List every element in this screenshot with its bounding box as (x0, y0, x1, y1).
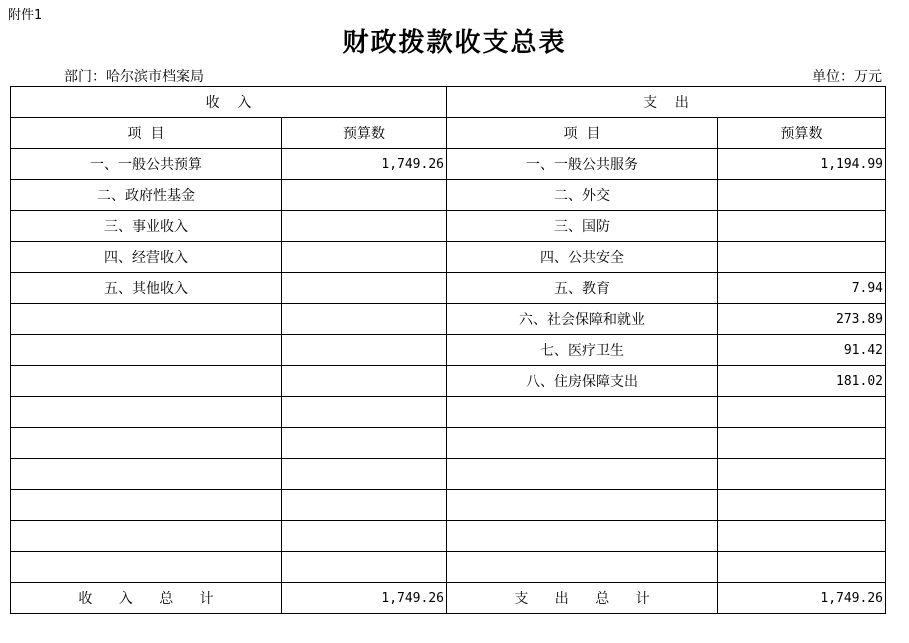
expense-item-cell: 六、社会保障和就业 (447, 304, 718, 335)
expense-value-cell: 273.89 (718, 304, 886, 335)
expense-value-cell (718, 180, 886, 211)
table-row (11, 459, 886, 490)
expense-value-cell (718, 552, 886, 583)
table-row (11, 273, 886, 304)
income-value-cell: 1,749.26 (282, 149, 447, 180)
income-value-cell (282, 366, 447, 397)
income-budget-header: 预算数 (282, 118, 447, 149)
income-value-cell (282, 242, 447, 273)
income-item-cell (11, 552, 282, 583)
table-row (11, 552, 886, 583)
income-value-cell (282, 490, 447, 521)
income-item-cell: 一、一般公共预算 (11, 149, 282, 180)
table-row (11, 149, 886, 180)
expense-item-cell: 二、外交 (447, 180, 718, 211)
income-item-cell: 五、其他收入 (11, 273, 282, 304)
expense-value-cell (718, 521, 886, 552)
income-value-cell (282, 180, 447, 211)
income-value-cell (282, 273, 447, 304)
expense-item-cell: 三、国防 (447, 211, 718, 242)
totals-row (11, 583, 886, 614)
income-item-cell (11, 490, 282, 521)
expense-item-cell: 八、住房保障支出 (447, 366, 718, 397)
income-total-label: 收 入 总 计 (11, 583, 282, 614)
income-item-cell: 四、经营收入 (11, 242, 282, 273)
expense-item-cell: 一、一般公共服务 (447, 149, 718, 180)
table-row (11, 490, 886, 521)
table-row (11, 428, 886, 459)
income-item-cell (11, 304, 282, 335)
table-row (11, 397, 886, 428)
income-item-cell (11, 397, 282, 428)
expense-value-cell: 91.42 (718, 335, 886, 366)
table-row (11, 242, 886, 273)
expense-value-cell: 7.94 (718, 273, 886, 304)
expense-value-cell (718, 242, 886, 273)
expense-item-cell (447, 397, 718, 428)
expense-value-cell (718, 211, 886, 242)
expense-item-cell (447, 521, 718, 552)
expense-item-cell (447, 490, 718, 521)
expense-item-cell (447, 552, 718, 583)
table-row (11, 335, 886, 366)
expense-item-cell (447, 459, 718, 490)
expense-value-cell: 181.02 (718, 366, 886, 397)
table-row (11, 304, 886, 335)
table-row (11, 211, 886, 242)
income-value-cell (282, 552, 447, 583)
income-item-header: 项 目 (11, 118, 282, 149)
income-item-cell: 三、事业收入 (11, 211, 282, 242)
expense-budget-header: 预算数 (718, 118, 886, 149)
income-value-cell (282, 211, 447, 242)
income-total-value: 1,749.26 (282, 583, 447, 614)
income-item-cell (11, 459, 282, 490)
income-value-cell (282, 335, 447, 366)
income-item-cell (11, 335, 282, 366)
expense-item-cell: 七、医疗卫生 (447, 335, 718, 366)
income-item-cell: 二、政府性基金 (11, 180, 282, 211)
income-item-cell (11, 428, 282, 459)
expense-item-header: 项 目 (447, 118, 718, 149)
expense-value-cell (718, 397, 886, 428)
income-group-header: 收 入 (11, 87, 447, 118)
table-row (11, 366, 886, 397)
table-row (11, 180, 886, 211)
expense-item-cell: 五、教育 (447, 273, 718, 304)
expense-item-cell (447, 428, 718, 459)
expense-item-cell: 四、公共安全 (447, 242, 718, 273)
income-value-cell (282, 521, 447, 552)
expense-value-cell: 1,194.99 (718, 149, 886, 180)
group-header-row (11, 87, 886, 118)
income-value-cell (282, 428, 447, 459)
unit-label: 单位：万元 (812, 69, 882, 85)
income-item-cell (11, 366, 282, 397)
table-row (11, 521, 886, 552)
expense-total-label: 支 出 总 计 (447, 583, 718, 614)
page-title: 财政拨款收支总表 (342, 28, 567, 58)
expense-value-cell (718, 490, 886, 521)
expense-value-cell (718, 459, 886, 490)
expense-value-cell (718, 428, 886, 459)
income-value-cell (282, 304, 447, 335)
expense-group-header: 支 出 (447, 87, 886, 118)
budget-table (10, 86, 886, 614)
expense-total-value: 1,749.26 (718, 583, 886, 614)
department-label: 部门：哈尔滨市档案局 (64, 69, 204, 85)
income-value-cell (282, 459, 447, 490)
income-value-cell (282, 397, 447, 428)
column-header-row (11, 118, 886, 149)
income-item-cell (11, 521, 282, 552)
attachment-label: 附件1 (8, 8, 43, 23)
